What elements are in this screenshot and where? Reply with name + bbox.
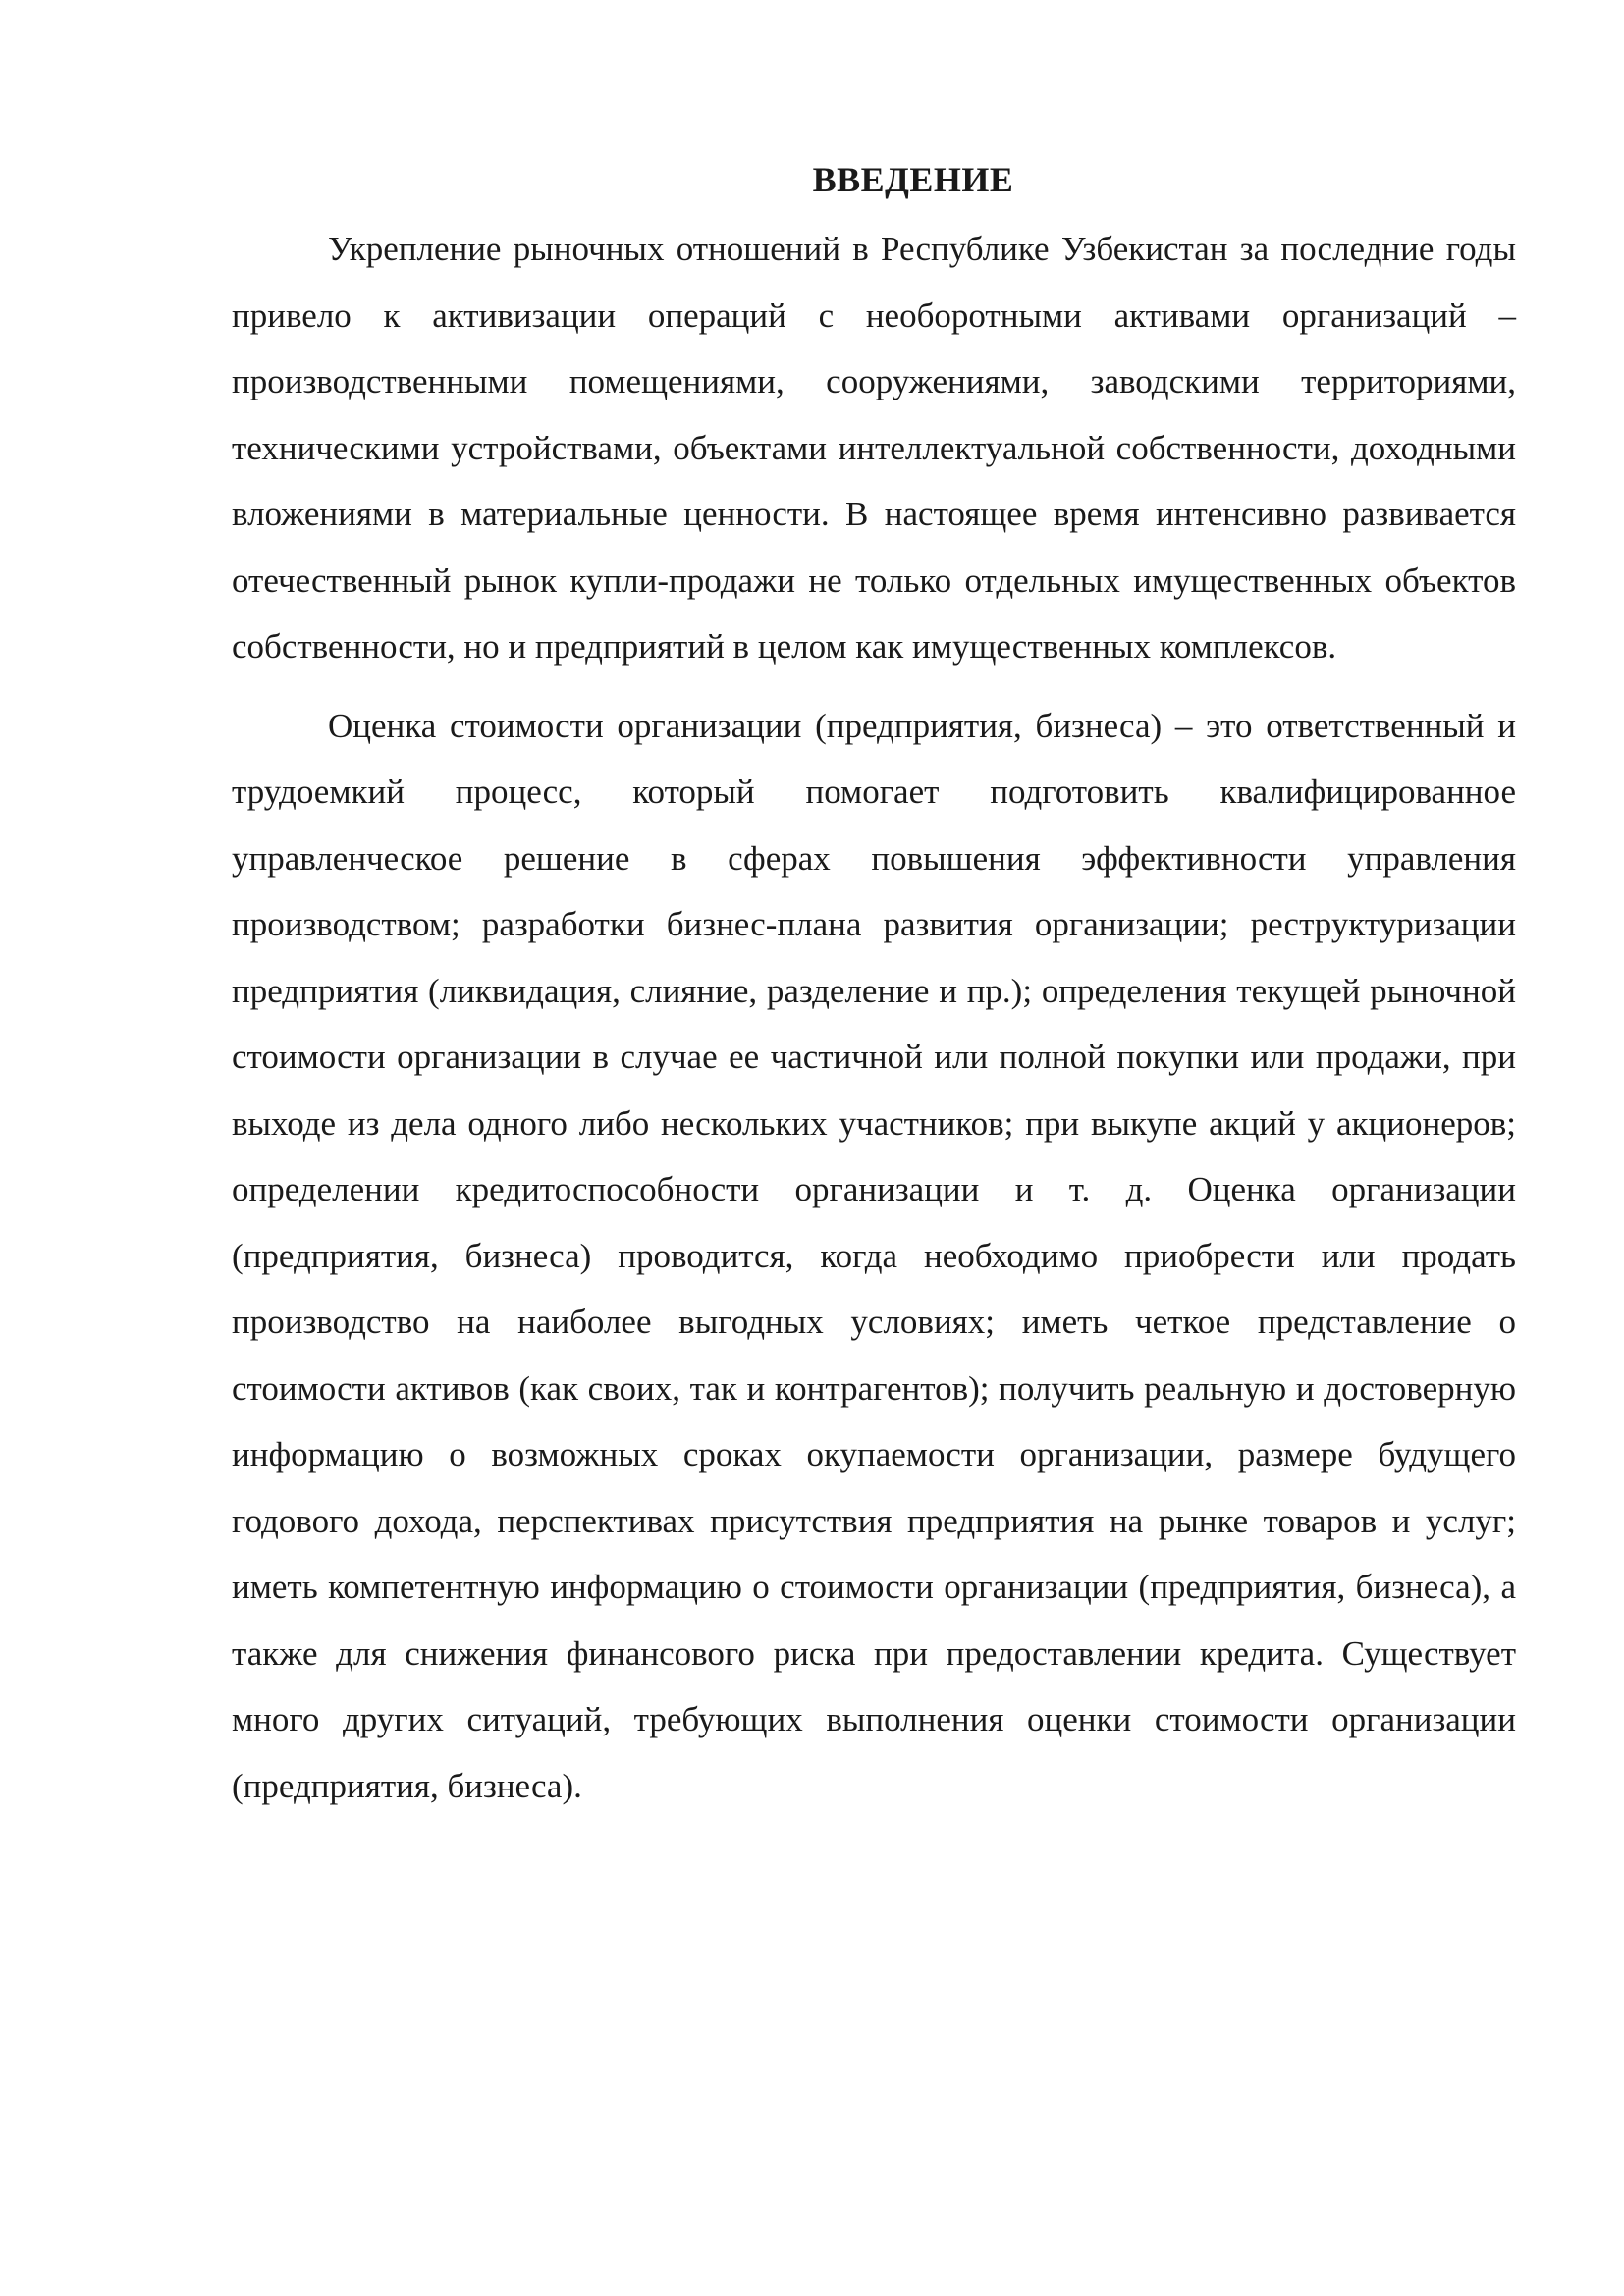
document-body bbox=[232, 157, 1516, 1819]
paragraph-2: Оценка стоимости организации (предприятия, бизнеса) – это ответственный и трудоемкий процесс, который помогает подготовить квалифицированное управленческое решение в сферах повышения эффективности управления производством; разработки бизнес-плана развития организации; реструктуризации предприятия (ликвидация, слияние, разделение и пр.); определения текущей рыночной стоимости организации в случае ее частичной или полной покупки или продажи, при выходе из дела одного либо нескольких участников; при выкупе акций у акционеров; определении кредитоспособности организации и т. д. Оценка организации (предприятия, бизнеса) проводится, когда необходимо приобрести или продать производство на наиболее выгодных условиях; иметь четкое представление о стоимости активов (как своих, так и контрагентов); получить реальную и достоверную информацию о возможных сроках окупаемости организации, размере будущего годового дохода, перспективах присутствия предприятия на рынке товаров и услуг; иметь компетентную информацию о стоимости организации (предприятия, бизнеса), а также для снижения финансового риска при предоставлении кредита. Существует много других ситуаций, требующих выполнения оценки стоимости организации (предприятия, бизнеса). bbox=[232, 706, 1516, 1805]
page-title: ВВЕДЕНИЕ bbox=[812, 160, 1014, 199]
paragraph-1: Укрепление рыночных отношений в Республике Узбекистан за последние годы привело к активизации операций с необоротными активами организаций – производственными помещениями, сооружениями, заводскими территориями, техническими устройствами, объектами интеллектуальной собственности, доходными вложениями в материальные ценности. В настоящее время интенсивно развивается отечественный рынок купли-продажи не только отдельных имущественных объектов собственности, но и предприятий в целом как имущественных комплексов. bbox=[232, 230, 1516, 666]
